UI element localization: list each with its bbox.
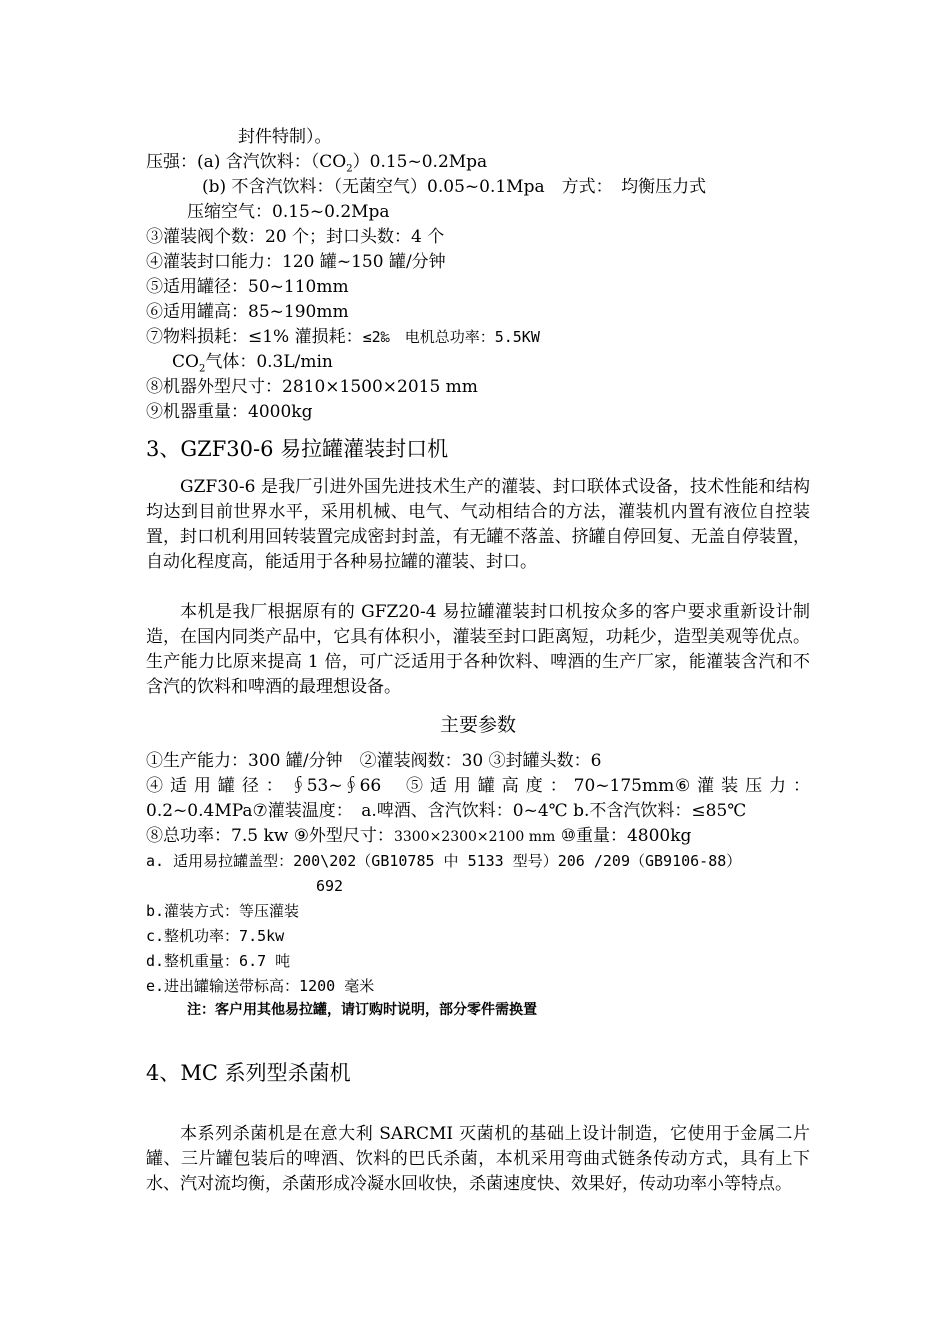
co2-subscript: 2 <box>346 163 353 175</box>
section-3-paragraph-1: GZF30-6 是我厂引进外国先进技术生产的灌装、封口联体式设备，技术性能和结构均达到目前世界水平，采用机械、电气、气动相结合的方法，灌装机内置有液位自控装置，封口机利用回转装置完成密封封盖，有无罐不落盖、挤罐自停回复、无盖自停装置，自动化程度高，能适用于各种易拉罐的灌装、封口。 <box>146 477 810 572</box>
spec-line-can-height: ⑥适用罐高：85~190mm <box>146 302 349 322</box>
param-line-1: ①生产能力：300 罐/分钟 ②灌装阀数：30 ③封罐头数：6 <box>146 751 602 771</box>
param-line-4 <box>146 824 691 850</box>
spec-line-compressed-air: 压缩空气：0.15~0.2Mpa <box>187 202 390 222</box>
spec-line-pressure-b: (b) 不含汽饮料：（无菌空气）0.05~0.1Mpa 方式： 均衡压力式 <box>202 177 707 197</box>
spec-line-capacity: ④灌装封口能力：120 罐~150 罐/分钟 <box>146 252 446 272</box>
param-line-c: c.整机功率：7.5kw <box>146 927 285 945</box>
section-3-paragraph-2: 本机是我厂根据原有的 GFZ20-4 易拉罐灌装封口机按众多的客户要求重新设计制造，在国内同类产品中，它具有体积小，灌装至封口距离短，功耗少，造型美观等优点。生产能力比原来提高 1 倍，可广泛适用于各种饮料、啤酒的生产厂家，能灌装含汽和不含汽的饮料和啤酒的最理想设备。 <box>146 602 810 697</box>
spec-co2-value: 气体：0.3L/min <box>205 352 333 372</box>
spec-line-seal: 封件特制）。 <box>238 127 332 147</box>
param-weight: ⑩重量：4800kg <box>555 826 692 846</box>
param-line-3: 0.2~0.4MPa⑦灌装温度： a.啤酒、含汽饮料：0~4℃ b.不含汽饮料：≤85℃ <box>146 801 747 821</box>
spec-loss-material: ⑦物料损耗：≤1% 灌损耗： <box>146 327 363 347</box>
param-line-a-cont: 692 <box>316 877 344 895</box>
spec-line-valves: ③灌装阀个数：20 个；封口头数：4 个 <box>146 227 445 247</box>
spec-co2-label: CO <box>172 352 199 372</box>
param-line-b: b.灌装方式：等压灌装 <box>146 902 300 920</box>
param-dimensions: 3300×2300×2100 mm <box>393 829 556 845</box>
section-4-paragraph-1: 本系列杀菌机是在意大利 SARCMI 灭菌机的基础上设计制造，它使用于金属二片罐、三片罐包装后的啤酒、饮料的巴氏杀菌，本机采用弯曲式链条传动方式，具有上下水、汽对流均衡，杀菌形成冷凝水回收快，杀菌速度快、效果好，传动功率小等特点。 <box>146 1124 810 1194</box>
param-line-a: a. 适用易拉罐盖型：200\202（GB10785 中 5133 型号）206 /209（GB9106-88） <box>146 852 742 870</box>
param-line-e: e.进出罐输送带标高：1200 毫米 <box>146 977 375 995</box>
co2-gas-subscript: 2 <box>198 363 206 375</box>
spec-pressure-a-value: ）0.15~0.2Mpa <box>352 152 488 172</box>
spec-line-can-diameter: ⑤适用罐径：50~110mm <box>146 277 349 297</box>
main-parameters-title: 主要参数 <box>439 714 516 736</box>
customer-note: 注：客户用其他易拉罐，请订购时说明，部分零件需换置 <box>187 1002 537 1018</box>
spec-line-loss <box>146 325 540 350</box>
section-4-heading: 4、MC 系列型杀菌机 <box>146 1061 351 1085</box>
spec-line-weight: ⑨机器重量：4000kg <box>146 402 313 422</box>
param-power: ⑧总功率：7.5 kw ⑨外型尺寸： <box>146 826 394 846</box>
section-3-heading: 3、GZF30-6 易拉罐灌装封口机 <box>146 437 449 461</box>
param-line-d: d.整机重量：6.7 吨 <box>146 952 291 970</box>
param-line-2: ④ 适 用 罐 径 ： ∮53~∮66 ⑤ 适 用 罐 高 度 ： 70~175mm⑥ 灌 装 压 力 ： <box>146 776 810 796</box>
spec-pressure-a: 压强：(a) 含汽饮料：（CO <box>146 152 347 172</box>
spec-loss-power: ≤2‰ 电机总功率：5.5KW <box>362 328 540 346</box>
spec-line-dimensions: ⑧机器外型尺寸：2810×1500×2015 mm <box>146 377 478 397</box>
